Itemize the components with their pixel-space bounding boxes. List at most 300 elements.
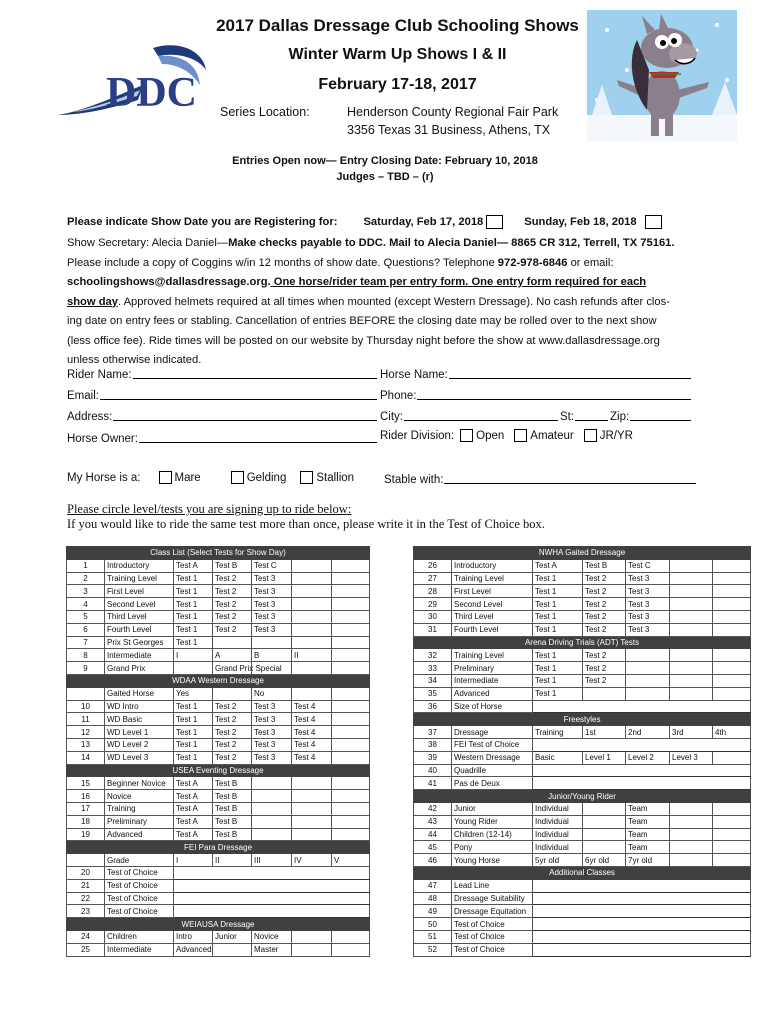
test-option[interactable]: Test 1 [533,610,583,623]
gelding-checkbox[interactable] [231,471,244,484]
test-option [670,802,713,815]
horse-name-input[interactable] [449,366,691,379]
section-header-label: NWHA Gaited Dressage [414,547,751,560]
class-name: Grade [105,854,174,867]
test-option[interactable]: Test B [213,802,252,815]
horse-owner-field[interactable] [67,430,379,445]
indicate-label: Please indicate Show Date you are Registering for: [67,216,338,228]
test-option[interactable]: Test 3 [252,751,292,764]
test-option[interactable]: A [213,649,252,662]
table-row [414,943,751,956]
test-option [713,662,751,675]
write-in-cell[interactable] [533,943,751,956]
write-in-cell[interactable] [533,738,751,751]
rules-line3: (less office fee). Ride times will be posted on our website by Thursday night before the show at www.dallasdressage.org [67,334,660,347]
jryr-label: JR/YR [599,429,633,442]
test-option [252,777,292,790]
ddc-logo [58,40,208,120]
section-header-label: FEI Para Dressage [67,841,370,854]
test-option[interactable]: Yes [174,687,213,700]
table-row [414,559,751,572]
class-name: Second Level [105,598,174,611]
test-option[interactable]: Test 1 [174,738,213,751]
test-option [213,687,252,700]
test-option[interactable]: Test 1 [174,610,213,623]
test-option [713,610,751,623]
write-in-cell[interactable] [533,764,751,777]
address-label: Address: [67,411,113,423]
section-header [67,764,370,777]
city-field[interactable] [380,408,560,423]
test-option [583,815,626,828]
open-checkbox[interactable] [460,429,473,442]
test-option[interactable]: Test 2 [583,610,626,623]
test-option [332,636,370,649]
section-header [414,866,751,879]
amateur-checkbox[interactable] [514,429,527,442]
class-name: Test of Choice [105,892,174,905]
table-row [67,700,370,713]
table-row [414,802,751,815]
class-number [67,687,105,700]
test-option [332,815,370,828]
test-option [670,687,713,700]
test-option[interactable]: Test 2 [213,726,252,739]
test-option [713,649,751,662]
test-option[interactable]: Test 1 [533,598,583,611]
class-name: Pas de Deux [452,777,533,790]
table-row [414,905,751,918]
write-in-cell[interactable] [174,879,370,892]
class-name: Fourth Level [452,623,533,636]
location-line1: Henderson County Regional Fair Park [347,105,559,119]
test-option[interactable]: IV [292,854,332,867]
class-name: Introductory [105,559,174,572]
email-address[interactable]: schoolingshows@dallasdressage.org. [67,276,271,288]
test-option [292,943,332,956]
class-name: Test of Choice [105,866,174,879]
phone-input[interactable] [417,387,691,400]
test-option[interactable]: Test B [213,828,252,841]
section-header-label: Freestyles [414,713,751,726]
email-input[interactable] [100,387,377,400]
class-name: Dressage Suitability [452,892,533,905]
test-option[interactable]: I [174,649,213,662]
test-option[interactable]: Test A [174,790,213,803]
test-option[interactable]: Test 3 [252,585,292,598]
table-row [414,662,751,675]
test-option[interactable]: Team [626,828,670,841]
coggins-text: Please include a copy of Coggins w/in 12 months of show date. Questions? Telephone [67,256,498,269]
test-option[interactable]: Test 2 [213,572,252,585]
test-option [292,815,332,828]
class-number: 2 [67,572,105,585]
class-number: 35 [414,687,452,700]
test-option [713,854,751,867]
entries-closing-date: Entries Open now— Entry Closing Date: February 10, 2018 [232,155,538,167]
class-list-table-left [66,546,370,957]
zip-input[interactable] [630,408,691,421]
class-name: Preliminary [105,815,174,828]
test-option[interactable]: Test 3 [626,610,670,623]
test-option[interactable]: Test 3 [626,585,670,598]
test-option[interactable]: Test B [213,790,252,803]
test-option[interactable]: Test 1 [174,751,213,764]
class-name: Third Level [452,610,533,623]
test-option[interactable]: Test 1 [533,623,583,636]
test-option [713,828,751,841]
class-name: Pony [452,841,533,854]
my-horse-label: My Horse is a: [67,471,141,484]
test-option[interactable]: Test A [174,828,213,841]
stallion-checkbox[interactable] [300,471,313,484]
test-option[interactable]: 1st [583,726,626,739]
test-option[interactable]: Test C [626,559,670,572]
test-option[interactable]: Team [626,841,670,854]
section-header-label: WDAA Western Dressage [67,674,370,687]
test-option [292,930,332,943]
phone-field[interactable] [380,387,693,402]
test-option[interactable]: Grand Prix Special [213,662,252,675]
test-option [252,802,292,815]
test-option[interactable]: Test 2 [213,610,252,623]
section-header [67,918,370,931]
test-option[interactable]: Test 2 [583,674,626,687]
class-number: 46 [414,854,452,867]
test-option[interactable]: III [252,854,292,867]
test-option[interactable]: Test B [583,559,626,572]
test-option[interactable]: Test 3 [626,623,670,636]
test-option[interactable]: Individual [533,815,583,828]
class-number: 32 [414,649,452,662]
test-option[interactable]: Test 2 [583,585,626,598]
test-option[interactable]: Test 3 [252,610,292,623]
test-option[interactable]: Test 2 [583,572,626,585]
circle-instructions: Please circle level/tests you are signing up to ride below: [67,502,352,516]
class-number: 28 [414,585,452,598]
test-option [670,815,713,828]
class-name: FEI Test of Choice [452,738,533,751]
test-option[interactable]: 7yr old [626,854,670,867]
test-option[interactable]: Test 1 [533,572,583,585]
test-option [213,636,252,649]
class-number: 5 [67,610,105,623]
payable-text: Make checks payable to DDC. Mail to Alecia Daniel— 8865 CR 312, Terrell, TX 75161. [228,237,675,249]
write-in-cell[interactable] [533,930,751,943]
class-name: First Level [105,585,174,598]
class-number: 11 [67,713,105,726]
table-row [414,841,751,854]
test-option[interactable]: 5yr old [533,854,583,867]
table-row [414,764,751,777]
test-option[interactable]: Test 3 [252,713,292,726]
test-option[interactable]: Test 1 [533,649,583,662]
zip-field[interactable] [610,408,693,423]
test-option[interactable]: Level 2 [626,751,670,764]
table-row [414,585,751,598]
test-option[interactable]: Individual [533,841,583,854]
test-option[interactable]: Test 4 [292,713,332,726]
test-option [332,777,370,790]
test-option[interactable]: Individual [533,828,583,841]
class-name: Training [105,802,174,815]
table-row [414,751,751,764]
judges-line: Judges – TBD – (r) [336,171,434,183]
class-number: 8 [67,649,105,662]
test-option [292,777,332,790]
test-option [670,623,713,636]
class-name: Training Level [105,572,174,585]
stallion-label: Stallion [316,471,355,484]
test-option[interactable]: Test 3 [252,700,292,713]
table-row [67,598,370,611]
test-option[interactable]: Basic [533,751,583,764]
horse-name-label: Horse Name: [380,369,448,381]
write-in-cell[interactable] [533,918,751,931]
test-option[interactable]: II [292,649,332,662]
section-header [414,547,751,560]
test-option[interactable]: Test 1 [174,636,213,649]
test-option [332,572,370,585]
test-option[interactable]: Test 2 [583,598,626,611]
stable-with-input[interactable] [444,471,696,484]
class-name: Fourth Level [105,623,174,636]
test-option [213,943,252,956]
test-option[interactable]: Test 1 [174,700,213,713]
test-option[interactable]: Test 1 [533,674,583,687]
test-option[interactable]: Test 2 [583,623,626,636]
city-input[interactable] [404,408,558,421]
test-option [332,662,370,675]
horse-name-field[interactable] [380,366,693,381]
class-name: Young Rider [452,815,533,828]
table-row [67,905,370,918]
test-option[interactable]: Test 1 [174,585,213,598]
test-option[interactable]: Test 2 [213,623,252,636]
rider-name-field[interactable] [67,366,379,381]
test-option[interactable]: Test 3 [626,598,670,611]
stable-with-field[interactable] [384,471,698,486]
test-option [252,828,292,841]
rider-name-label: Rider Name: [67,369,132,381]
table-row [414,918,751,931]
test-option[interactable]: Test 2 [213,751,252,764]
rider-name-input[interactable] [133,366,377,379]
test-option [670,559,713,572]
class-number: 18 [67,815,105,828]
test-option[interactable]: Test 1 [533,662,583,675]
table-row [67,815,370,828]
test-option[interactable]: I [174,854,213,867]
test-option[interactable]: Test 3 [252,726,292,739]
test-option[interactable]: V [332,854,370,867]
sunday-label: Sunday, Feb 18, 2018 [524,216,637,228]
class-number: 25 [67,943,105,956]
test-option[interactable]: Individual [533,802,583,815]
write-in-cell[interactable] [533,700,751,713]
test-option[interactable]: Intro [174,930,213,943]
test-option[interactable]: Test B [213,559,252,572]
test-option[interactable]: Test 1 [533,687,583,700]
saturday-checkbox[interactable] [486,215,503,229]
table-row [67,879,370,892]
section-header [67,841,370,854]
test-option[interactable]: Test 1 [533,585,583,598]
table-row [67,649,370,662]
write-in-cell[interactable] [533,892,751,905]
horse-owner-input[interactable] [139,430,377,443]
sunday-checkbox[interactable] [645,215,662,229]
class-number: 31 [414,623,452,636]
test-option[interactable]: Test 2 [213,598,252,611]
open-label: Open [476,429,505,442]
test-option[interactable]: Test B [213,777,252,790]
test-option[interactable]: Test 4 [292,726,332,739]
table-row [67,892,370,905]
section-header [414,713,751,726]
test-option[interactable]: Test 2 [213,738,252,751]
test-option[interactable]: Level 3 [670,751,713,764]
test-option[interactable]: Test 2 [213,713,252,726]
class-number: 16 [67,790,105,803]
test-option[interactable]: Team [626,802,670,815]
class-number: 38 [414,738,452,751]
test-option[interactable]: Test A [174,815,213,828]
test-option[interactable]: Level 1 [583,751,626,764]
gelding-label: Gelding [246,471,287,484]
write-in-cell[interactable] [174,892,370,905]
horse-type [67,471,354,484]
email-field[interactable] [67,387,379,402]
test-option[interactable]: Test 3 [626,572,670,585]
address-field[interactable] [67,408,379,423]
class-name: Intermediate [105,649,174,662]
test-option[interactable]: II [213,854,252,867]
state-field[interactable] [560,408,610,423]
write-in-cell[interactable] [533,879,751,892]
test-option[interactable]: Test 1 [174,713,213,726]
test-option[interactable]: Test B [213,815,252,828]
test-option[interactable]: Test C [252,559,292,572]
test-option[interactable]: Test A [174,802,213,815]
mare-checkbox[interactable] [159,471,172,484]
test-option[interactable]: Test A [533,559,583,572]
test-option[interactable]: Test 3 [252,598,292,611]
test-option[interactable]: 4th [713,726,751,739]
test-option [713,623,751,636]
section-header-label: Additional Classes [414,866,751,879]
test-option[interactable]: Test 4 [292,738,332,751]
class-name: Grand Prix [105,662,174,675]
write-in-cell[interactable] [174,866,370,879]
test-option[interactable]: Test 1 [174,726,213,739]
show-day-text: show day [67,295,118,308]
test-option[interactable]: Master [252,943,292,956]
class-number: 45 [414,841,452,854]
test-option[interactable]: Test 2 [213,700,252,713]
section-header-label: USEA Eventing Dressage [67,764,370,777]
one-horse-text: One horse/rider team per entry form. One entry form required for each [270,276,647,288]
test-option[interactable]: Test A [174,559,213,572]
test-option[interactable]: No [252,687,292,700]
test-option [252,790,292,803]
table-row [414,892,751,905]
test-option[interactable]: Advanced [174,943,213,956]
rules-line2: ing date on entry fees or stabling. Cancellation of entries BEFORE the closing date may be rolled over to the next show [67,315,657,327]
test-option [332,828,370,841]
test-option[interactable]: Training [533,726,583,739]
write-in-cell[interactable] [533,777,751,790]
test-option[interactable]: Test 1 [174,572,213,585]
test-option[interactable]: B [252,649,292,662]
class-number: 52 [414,943,452,956]
write-in-cell[interactable] [533,905,751,918]
test-option[interactable]: Test 2 [583,649,626,662]
jryr-checkbox[interactable] [584,429,597,442]
state-input[interactable] [575,408,608,421]
test-option[interactable]: 3rd [670,726,713,739]
test-option[interactable]: Junior [213,930,252,943]
address-input[interactable] [113,408,377,421]
class-number: 34 [414,674,452,687]
test-option[interactable]: Test 3 [252,572,292,585]
class-number: 3 [67,585,105,598]
test-option[interactable]: Test A [174,777,213,790]
table-row [414,738,751,751]
class-number: 37 [414,726,452,739]
class-name: Intermediate [105,943,174,956]
test-option[interactable]: Test 2 [213,585,252,598]
rider-division-label: Rider Division: [380,429,455,442]
test-option[interactable]: 2nd [626,726,670,739]
test-option[interactable]: Test 3 [252,623,292,636]
class-name: WD Basic [105,713,174,726]
class-list-table-right [413,546,751,957]
test-option[interactable]: Novice [252,930,292,943]
test-option[interactable]: Test 1 [174,623,213,636]
write-in-cell[interactable] [174,905,370,918]
test-option[interactable]: Team [626,815,670,828]
test-option[interactable]: 6yr old [583,854,626,867]
test-option[interactable]: Test 2 [583,662,626,675]
test-option [670,572,713,585]
test-option [670,585,713,598]
test-option [626,687,670,700]
email-label: Email: [67,390,99,402]
class-number: 50 [414,918,452,931]
class-number: 12 [67,726,105,739]
test-option[interactable]: Test 4 [292,751,332,764]
table-row [67,854,370,867]
test-option [332,610,370,623]
test-option [713,815,751,828]
table-row [67,559,370,572]
test-option [670,854,713,867]
test-option[interactable]: Test 4 [292,700,332,713]
rules-line4: unless otherwise indicated. [67,354,202,366]
test-option[interactable]: Test 1 [174,598,213,611]
section-header [67,674,370,687]
test-option [332,623,370,636]
test-option [292,790,332,803]
test-option [174,662,213,675]
test-option [292,623,332,636]
test-option[interactable]: Test 3 [252,738,292,751]
class-name: Novice [105,790,174,803]
class-number [67,854,105,867]
class-number: 26 [414,559,452,572]
class-name: Introductory [452,559,533,572]
